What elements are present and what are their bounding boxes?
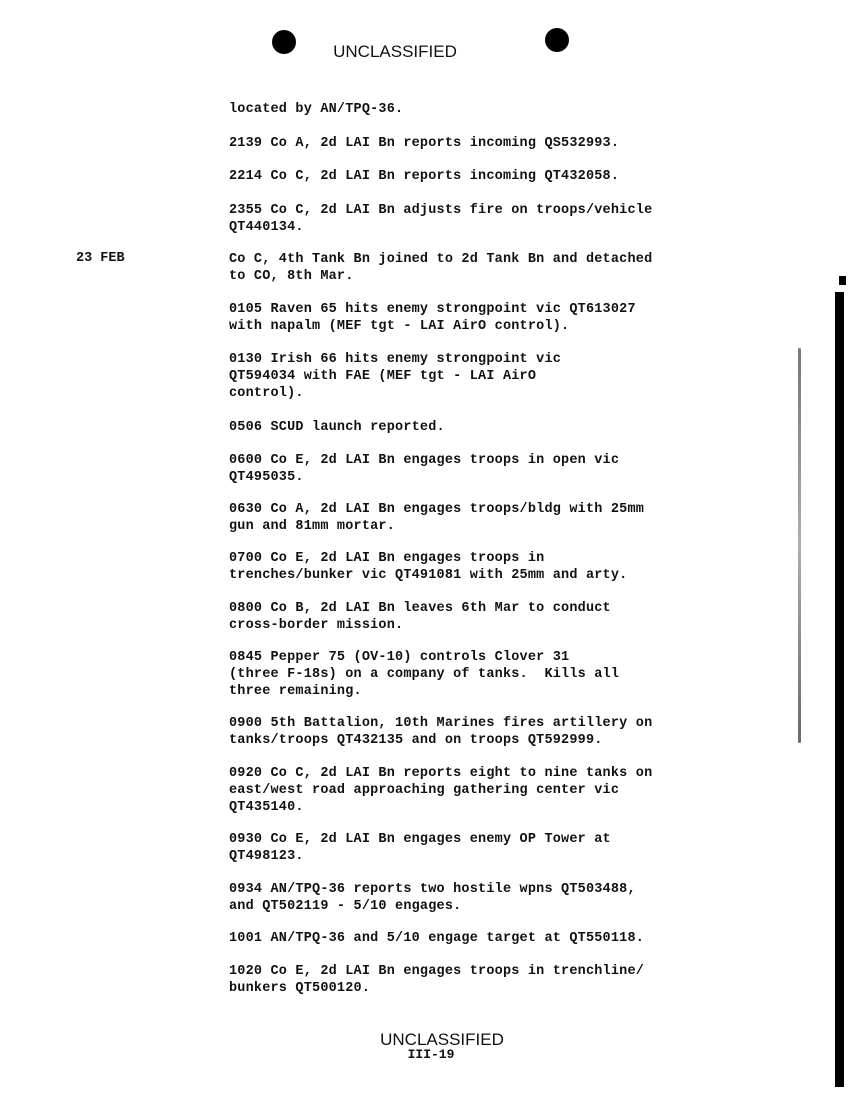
log-entry: 2355 Co C, 2d LAI Bn adjusts fire on troops/vehicle QT440134. (229, 203, 653, 235)
log-entry: 0934 AN/TPQ-36 reports two hostile wpns QT503488, and QT502119 - 5/10 engages. (229, 882, 636, 914)
scan-edge-bar (835, 292, 844, 1087)
log-entry: Co C, 4th Tank Bn joined to 2d Tank Bn and detached to CO, 8th Mar. (229, 252, 653, 284)
log-entry: 0900 5th Battalion, 10th Marines fires artillery on tanks/troops QT432135 and on troops QT592999. (229, 716, 653, 748)
log-entry: 1020 Co E, 2d LAI Bn engages troops in trenchline/ bunkers QT500120. (229, 964, 645, 996)
date-label: 23 FEB (76, 251, 125, 266)
log-entry: located by AN/TPQ-36. (229, 102, 404, 117)
log-entry: 0600 Co E, 2d LAI Bn engages troops in open vic QT495035. (229, 453, 620, 485)
log-entry: 0845 Pepper 75 (OV-10) controls Clover 31 (three F-18s) on a company of tanks. Kills all three remaining. (229, 650, 620, 699)
log-entry: 0700 Co E, 2d LAI Bn engages troops in trenches/bunker vic QT491081 with 25mm and arty. (229, 551, 628, 583)
log-entry: 0506 SCUD launch reported. (229, 420, 445, 435)
scan-edge-mark (839, 276, 846, 285)
log-entry: 0105 Raven 65 hits enemy strongpoint vic QT613027 with napalm (MEF tgt - LAI AirO control). (229, 302, 636, 334)
footer-classification: UNCLASSIFIED (380, 1030, 504, 1049)
log-entry: 0130 Irish 66 hits enemy strongpoint vic QT594034 with FAE (MEF tgt - LAI AirO control). (229, 352, 562, 401)
page-number: III-19 (407, 1047, 455, 1062)
log-entry: 0930 Co E, 2d LAI Bn engages enemy OP Tower at QT498123. (229, 832, 611, 864)
log-entry: 2214 Co C, 2d LAI Bn reports incoming QT432058. (229, 169, 620, 184)
header-classification: UNCLASSIFIED (333, 42, 457, 61)
scan-artifact-line (798, 348, 801, 743)
log-entry: 1001 AN/TPQ-36 and 5/10 engage target at QT550118. (229, 931, 645, 946)
log-entry: 2139 Co A, 2d LAI Bn reports incoming QS532993. (229, 136, 620, 151)
log-entry: 0800 Co B, 2d LAI Bn leaves 6th Mar to conduct cross-border mission. (229, 601, 611, 633)
log-entry: 0630 Co A, 2d LAI Bn engages troops/bldg with 25mm gun and 81mm mortar. (229, 502, 645, 534)
log-entry: 0920 Co C, 2d LAI Bn reports eight to nine tanks on east/west road approaching gathering center vic QT435140. (229, 766, 653, 815)
